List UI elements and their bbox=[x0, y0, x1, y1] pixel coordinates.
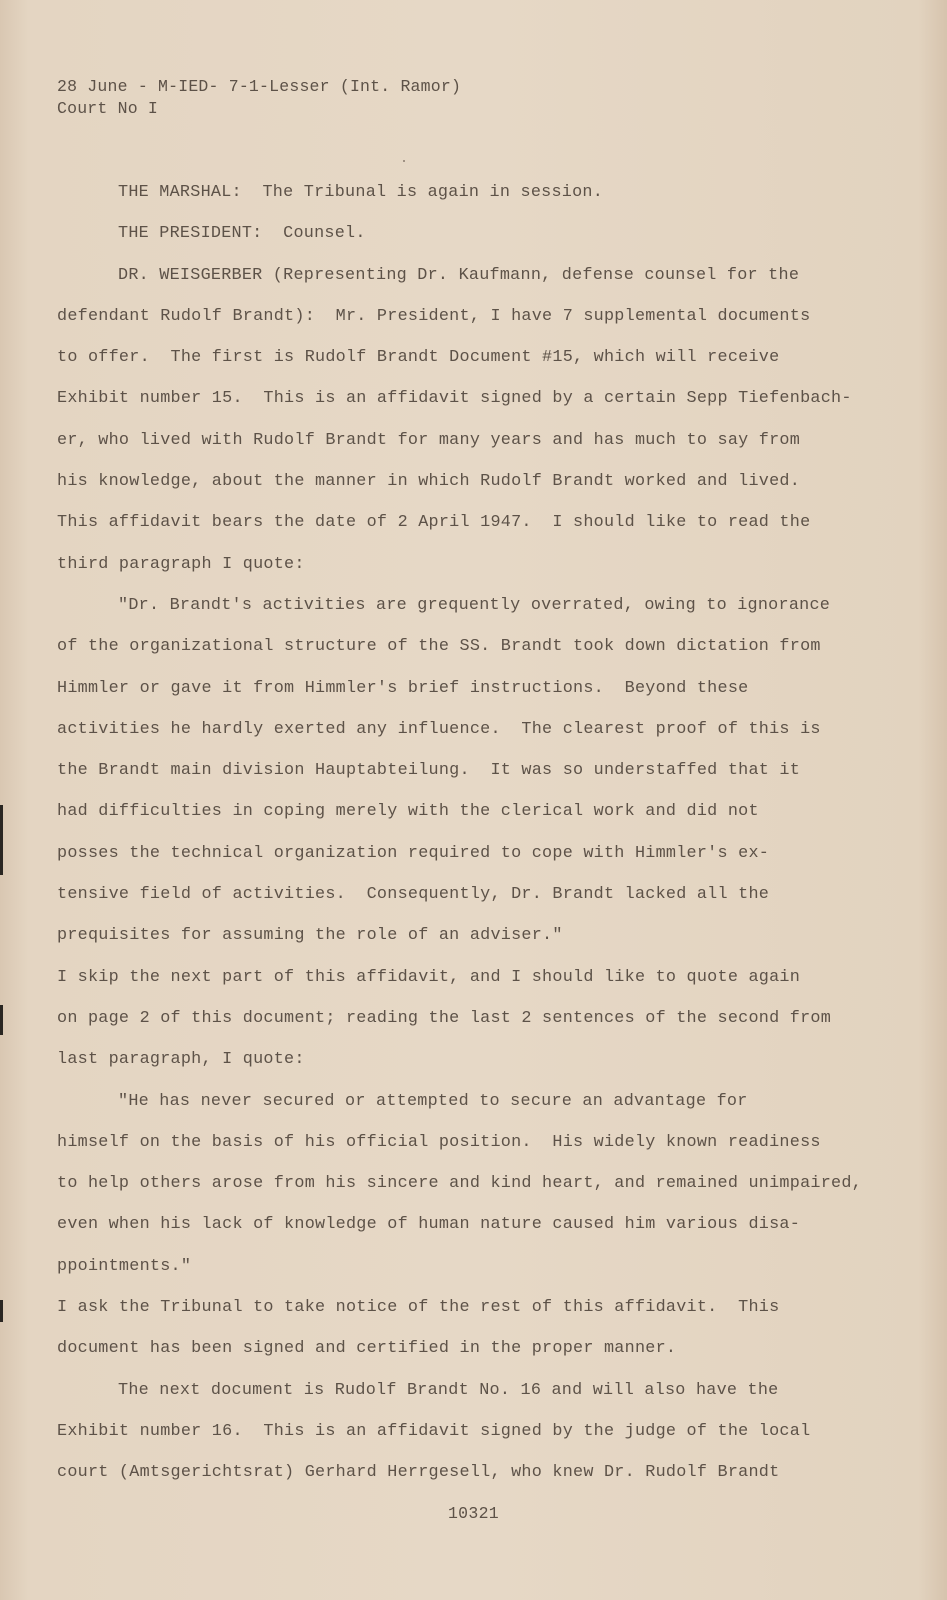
text-line: third paragraph I quote: bbox=[57, 554, 305, 574]
text-line: THE MARSHAL: The Tribunal is again in session. bbox=[118, 183, 604, 202]
text-line: tensive field of activities. Consequently, Dr. Brandt lacked all the bbox=[57, 885, 770, 905]
text-line: posses the technical organization required to cope with Himmler's ex- bbox=[57, 843, 770, 863]
text-line: The next document is Rudolf Brandt No. 16 and will also have the bbox=[118, 1380, 779, 1400]
header-line-2: Court No I bbox=[57, 99, 159, 118]
scan-edge-mark bbox=[0, 805, 3, 875]
text-line: Exhibit number 15. This is an affidavit signed by a certain Sepp Tiefenbach- bbox=[57, 389, 852, 409]
text-line: activities he hardly exerted any influence. The clearest proof of this is bbox=[57, 719, 821, 739]
text-line: last paragraph, I quote: bbox=[57, 1050, 305, 1070]
text-line: of the organizational structure of the SS. Brandt took down dictation from bbox=[57, 637, 821, 657]
text-line: to offer. The first is Rudolf Brandt Document #15, which will receive bbox=[57, 348, 780, 368]
text-line: DR. WEISGERBER (Representing Dr. Kaufmann, defense counsel for the bbox=[118, 265, 800, 285]
text-line: himself on the basis of his official position. His widely known readiness bbox=[57, 1132, 821, 1152]
text-line: had difficulties in coping merely with the clerical work and did not bbox=[57, 802, 759, 822]
text-line: I skip the next part of this affidavit, and I should like to quote again bbox=[57, 967, 801, 987]
text-line: This affidavit bears the date of 2 April 1947. I should like to read the bbox=[57, 513, 811, 533]
text-line: court (Amtsgerichtsrat) Gerhard Herrgesell, who knew Dr. Rudolf Brandt bbox=[57, 1463, 780, 1483]
text-line: Himmler or gave it from Himmler's brief instructions. Beyond these bbox=[57, 678, 749, 698]
text-line: document has been signed and certified in the proper manner. bbox=[57, 1339, 677, 1359]
text-line: on page 2 of this document; reading the last 2 sentences of the second from bbox=[57, 1008, 832, 1028]
text-line: ppointments." bbox=[57, 1256, 192, 1276]
text-line: "He has never secured or attempted to secure an advantage for bbox=[118, 1091, 748, 1111]
text-line: even when his lack of knowledge of human nature caused him various disa- bbox=[57, 1215, 801, 1235]
paper-speck bbox=[403, 160, 405, 162]
scan-edge-mark bbox=[0, 1005, 3, 1035]
text-line: er, who lived with Rudolf Brandt for many years and has much to say from bbox=[57, 430, 801, 450]
text-line: defendant Rudolf Brandt): Mr. President, I have 7 supplemental documents bbox=[57, 306, 811, 326]
scan-edge-mark bbox=[0, 1300, 3, 1322]
page-number: 10321 bbox=[447, 1504, 499, 1523]
text-line: prequisites for assuming the role of an adviser." bbox=[57, 926, 563, 946]
text-line: I ask the Tribunal to take notice of the rest of this affidavit. This bbox=[57, 1298, 780, 1318]
text-line: his knowledge, about the manner in which Rudolf Brandt worked and lived. bbox=[57, 472, 801, 492]
transcript-body bbox=[57, 172, 862, 1494]
text-line: the Brandt main division Hauptabteilung. It was so understaffed that it bbox=[57, 761, 801, 781]
text-line: THE PRESIDENT: Counsel. bbox=[118, 224, 366, 244]
text-line: to help others arose from his sincere and kind heart, and remained unimpaired, bbox=[57, 1174, 862, 1194]
text-line: "Dr. Brandt's activities are grequently overrated, owing to ignorance bbox=[118, 595, 831, 615]
header-line-1: 28 June - M-IED- 7-1-Lesser (Int. Ramor) bbox=[57, 77, 462, 96]
document-header bbox=[57, 76, 461, 120]
text-line: Exhibit number 16. This is an affidavit signed by the judge of the local bbox=[57, 1421, 811, 1441]
